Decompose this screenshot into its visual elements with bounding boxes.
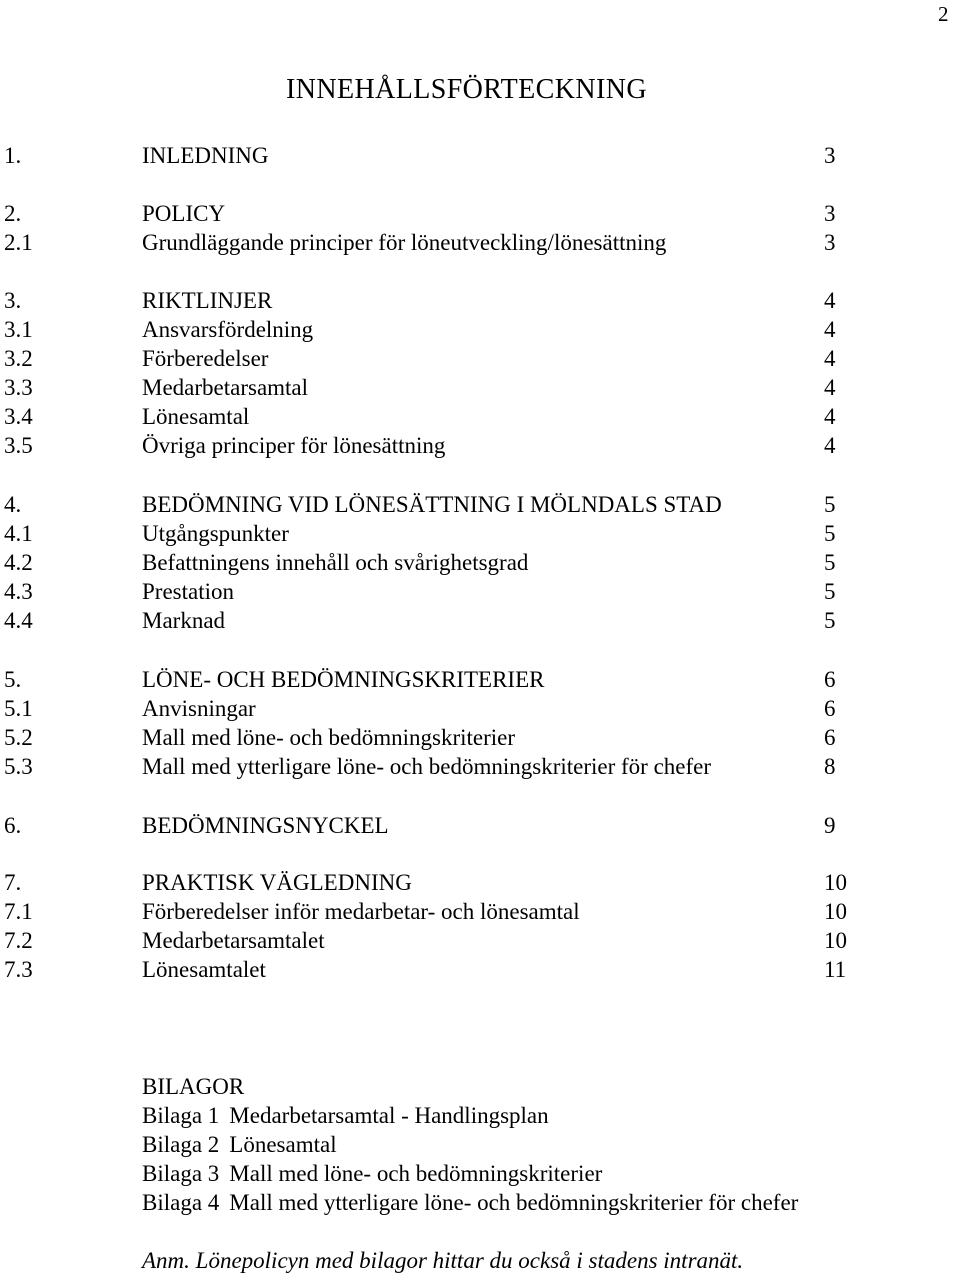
toc-page: 6 bbox=[824, 725, 836, 750]
toc-title: Medarbetarsamtalet bbox=[142, 928, 325, 953]
annex-title: Mall med ytterligare löne- och bedömningskriterier för chefer bbox=[229, 1190, 799, 1215]
toc-page: 4 bbox=[824, 404, 836, 429]
toc-title: INLEDNING bbox=[142, 143, 269, 168]
toc-number: 3.3 bbox=[4, 375, 33, 400]
toc-title: Lönesamtal bbox=[142, 404, 250, 429]
toc-title: BEDÖMNINGSNYCKEL bbox=[142, 813, 389, 838]
toc-entry[interactable] bbox=[0, 519, 900, 548]
annex-title: Mall med löne- och bedömningskriterier bbox=[229, 1161, 603, 1186]
toc-number: 3. bbox=[4, 288, 22, 313]
toc-page: 6 bbox=[824, 667, 836, 692]
toc-page: 3 bbox=[824, 143, 836, 168]
page-title: INNEHÅLLSFÖRTECKNING bbox=[286, 74, 647, 105]
toc-entry[interactable] bbox=[0, 548, 900, 577]
toc-number: 7.1 bbox=[4, 899, 33, 924]
toc-number: 7.2 bbox=[4, 928, 33, 953]
toc-number: 4.1 bbox=[4, 521, 33, 546]
toc-page: 5 bbox=[824, 608, 836, 633]
annex-item[interactable] bbox=[142, 1101, 549, 1130]
annex-item[interactable] bbox=[142, 1159, 602, 1188]
toc-entry[interactable] bbox=[0, 606, 900, 635]
toc-page: 11 bbox=[824, 957, 847, 982]
toc-number: 3.5 bbox=[4, 433, 33, 458]
toc-title: Medarbetarsamtal bbox=[142, 375, 309, 400]
toc-page: 5 bbox=[824, 550, 836, 575]
toc-page: 10 bbox=[824, 870, 847, 895]
toc-number: 2. bbox=[4, 201, 22, 226]
annex-label: Bilaga 2 bbox=[142, 1132, 220, 1157]
toc-page: 8 bbox=[824, 754, 836, 779]
annex-label: Bilaga 4 bbox=[142, 1190, 220, 1215]
toc-entry[interactable] bbox=[0, 752, 900, 781]
toc-page: 4 bbox=[824, 288, 836, 313]
toc-page: 4 bbox=[824, 375, 836, 400]
toc-number: 4.2 bbox=[4, 550, 33, 575]
toc-title: Förberedelser inför medarbetar- och lönesamtal bbox=[142, 899, 580, 924]
toc-title: LÖNE- OCH BEDÖMNINGSKRITERIER bbox=[142, 667, 545, 692]
toc-title: POLICY bbox=[142, 201, 226, 226]
toc-entry[interactable] bbox=[0, 577, 900, 606]
toc-entry[interactable] bbox=[0, 665, 900, 694]
toc-page: 10 bbox=[824, 899, 847, 924]
annex-label: Bilaga 1 bbox=[142, 1103, 220, 1128]
toc-title: PRAKTISK VÄGLEDNING bbox=[142, 870, 412, 895]
toc-number: 4. bbox=[4, 492, 22, 517]
toc-number: 4.4 bbox=[4, 608, 33, 633]
toc-title: Anvisningar bbox=[142, 696, 256, 721]
toc-number: 3.2 bbox=[4, 346, 33, 371]
toc-title: Prestation bbox=[142, 579, 234, 604]
toc-page: 4 bbox=[824, 433, 836, 458]
toc-entry[interactable] bbox=[0, 141, 900, 170]
toc-number: 2.1 bbox=[4, 230, 33, 255]
annex-title: Medarbetarsamtal - Handlingsplan bbox=[229, 1103, 549, 1128]
toc-title: Ansvarsfördelning bbox=[142, 317, 314, 342]
toc-entry[interactable] bbox=[0, 344, 900, 373]
toc-entry[interactable] bbox=[0, 199, 900, 228]
toc-entry[interactable] bbox=[0, 490, 900, 519]
annex-title: Lönesamtal bbox=[229, 1132, 337, 1157]
annex-item[interactable] bbox=[142, 1130, 337, 1159]
toc-number: 4.3 bbox=[4, 579, 33, 604]
toc-title: BEDÖMNING VID LÖNESÄTTNING I MÖLNDALS STAD bbox=[142, 492, 722, 517]
toc-page: 5 bbox=[824, 521, 836, 546]
toc-page: 6 bbox=[824, 696, 836, 721]
toc-entry[interactable] bbox=[0, 955, 900, 984]
toc-entry[interactable] bbox=[0, 286, 900, 315]
toc-entry[interactable] bbox=[0, 431, 900, 460]
toc-entry[interactable] bbox=[0, 723, 900, 752]
toc-title: Befattningens innehåll och svårighetsgrad bbox=[142, 550, 529, 575]
toc-entry[interactable] bbox=[0, 926, 900, 955]
annex-heading: BILAGOR bbox=[142, 1074, 245, 1099]
toc-number: 3.4 bbox=[4, 404, 33, 429]
page-number: 2 bbox=[938, 2, 949, 26]
toc-number: 1. bbox=[4, 143, 22, 168]
toc-entry[interactable] bbox=[0, 402, 900, 431]
toc-number: 7. bbox=[4, 870, 22, 895]
toc-number: 5.1 bbox=[4, 696, 33, 721]
toc-number: 5.2 bbox=[4, 725, 33, 750]
toc-title: Övriga principer för lönesättning bbox=[142, 433, 446, 458]
toc-title: RIKTLINJER bbox=[142, 288, 273, 313]
toc-title: Mall med löne- och bedömningskriterier bbox=[142, 725, 516, 750]
toc-entry[interactable] bbox=[0, 811, 900, 840]
toc-number: 7.3 bbox=[4, 957, 33, 982]
annex-label: Bilaga 3 bbox=[142, 1161, 220, 1186]
toc-number: 5. bbox=[4, 667, 22, 692]
toc-page: 10 bbox=[824, 928, 847, 953]
toc-title: Lönesamtalet bbox=[142, 957, 266, 982]
toc-title: Utgångspunkter bbox=[142, 521, 289, 546]
toc-entry[interactable] bbox=[0, 315, 900, 344]
toc-entry[interactable] bbox=[0, 694, 900, 723]
toc-page: 5 bbox=[824, 492, 836, 517]
toc-title: Mall med ytterligare löne- och bedömningskriterier för chefer bbox=[142, 754, 712, 779]
toc-title: Grundläggande principer för löneutveckling/lönesättning bbox=[142, 230, 667, 255]
toc-entry[interactable] bbox=[0, 373, 900, 402]
toc-page: 4 bbox=[824, 346, 836, 371]
toc-entry[interactable] bbox=[0, 897, 900, 926]
annex-item[interactable] bbox=[142, 1188, 798, 1217]
toc-number: 3.1 bbox=[4, 317, 33, 342]
toc-page: 5 bbox=[824, 579, 836, 604]
toc-title: Förberedelser bbox=[142, 346, 269, 371]
toc-page: 9 bbox=[824, 813, 836, 838]
toc-entry[interactable] bbox=[0, 868, 900, 897]
toc-entry[interactable] bbox=[0, 228, 900, 257]
toc-number: 6. bbox=[4, 813, 22, 838]
toc-title: Marknad bbox=[142, 608, 226, 633]
toc-page: 4 bbox=[824, 317, 836, 342]
toc-page: 3 bbox=[824, 230, 836, 255]
footnote: Anm. Lönepolicyn med bilagor hittar du också i stadens intranät. bbox=[142, 1248, 744, 1273]
toc-page: 3 bbox=[824, 201, 836, 226]
toc-number: 5.3 bbox=[4, 754, 33, 779]
